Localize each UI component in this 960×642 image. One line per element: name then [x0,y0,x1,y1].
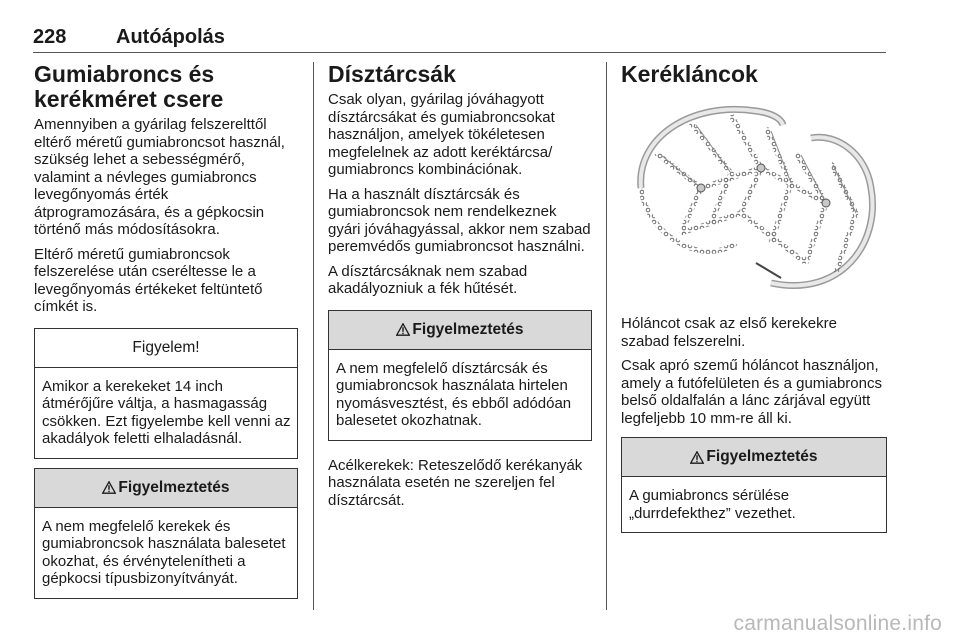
column-tyre-size [34,62,298,599]
paragraph: Amennyiben a gyárilag felszerelttől eltérő méretű gumiabroncsot használ, szükség lehet a sebességmérő, valamint a névleges gumiabroncs levegőnyomás érték átprogramozására, és a gépkocsin történő más módosításokra. [34,116,285,238]
paragraph: Acélkerekek: Reteszelődő kerékanyák használata esetén ne szereljen fel dísztárcsát. [328,456,583,509]
notice-box [34,328,298,459]
heading-wheel-covers: Dísztárcsák [328,61,456,87]
watermark: carmanualsonline.info [733,612,942,635]
section-title: Autóápolás [116,26,225,48]
column-wheel-covers [328,62,592,516]
paragraph: A dísztárcsáknak nem szabad akadályozniuk a fék hűtését. [328,262,528,297]
warning-box [34,468,298,599]
warning-header [622,438,886,477]
paragraph: Eltérő méretű gumiabroncsok felszerelése után cseréltesse le a levegőnyomás értékeket feltüntető címkét is. [34,245,263,315]
heading-tyre-size: Gumiabroncs és kerékméret csere [34,61,224,112]
column-divider-1 [313,62,314,610]
warning-text: A gumiabroncs sérülése „durrdefekthez” vezethet. [629,487,796,522]
paragraph: Csak olyan, gyárilag jóváhagyott dísztárcsákat és gumiabroncsokat használjon, amelyek tökéletesen megfelelnek az adott keréktárcsa/ gumiabroncs kombinációnak. [328,91,555,178]
warning-header [35,469,297,508]
warning-box [621,437,887,533]
notice-title: Figyelem! [35,329,297,368]
paragraph: Hóláncot csak az első kerekekre szabad felszerelni. [621,315,837,350]
warning-text: A nem megfelelő dísztárcsák és gumiabroncsok használata hirtelen nyomásvesztést, és ebből adódóan balesetet okozhatnak. [336,359,572,429]
warning-triangle-icon [396,323,410,336]
warning-title: Figyelmeztetés [412,320,524,338]
notice-text: Amikor a kerekeket 14 inch átmérőjűre váltja, a hasmagasság csökken. Ezt figyelembe kell venni az akadályok feletti elhaladásnál. [42,377,291,447]
warning-title: Figyelmeztetés [706,448,818,465]
warning-triangle-icon [690,451,704,464]
warning-box [328,310,592,441]
paragraph: Ha a használt dísztárcsák és gumiabroncsok nem rendelkeznek gyári jóváhagyással, akkor nem szabad peremvédős gumiabroncsot használni. [328,185,591,255]
warning-header [329,311,591,350]
warning-title: Figyelmeztetés [118,478,230,496]
column-snow-chains [621,62,887,533]
header-rule [33,52,886,53]
warning-triangle-icon [102,481,116,494]
page-header [33,26,886,52]
snow-chain-illustration [621,93,887,299]
page-number: 228 [33,26,67,48]
heading-snow-chains: Kerékláncok [621,61,758,87]
paragraph: Csak apró szemű hóláncot használjon, amely a futófelületen és a gumiabroncs belső oldalfalán a lánc zárjával együtt legfeljebb 10 mm-re áll ki. [621,357,882,427]
column-divider-2 [606,62,607,610]
warning-text: A nem megfelelő kerekek és gumiabroncsok használata balesetet okozhat, és érvénytelenítheti a gépkocsi típusbizonyítványát. [42,517,286,587]
